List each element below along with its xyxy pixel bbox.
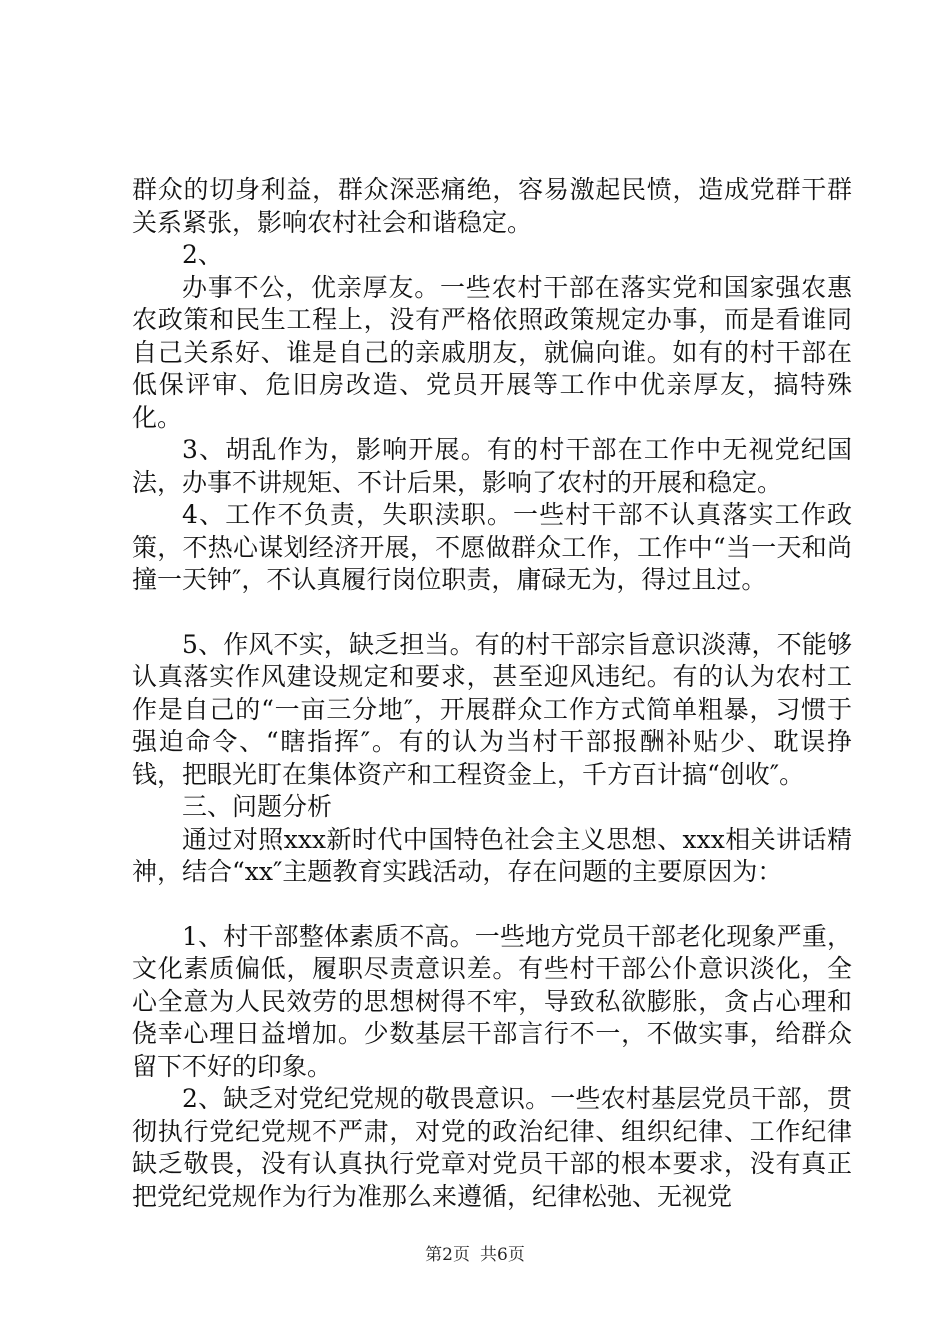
- page-total: 共6页: [480, 1245, 525, 1265]
- document-body: [132, 174, 852, 1213]
- paragraph-1: 2、: [182, 240, 223, 269]
- paragraph-2: 办事不公，优亲厚友。一些农村干部在落实党和国家强农惠农政策和民生工程上，没有严格依照政策规定办事，而是看谁同自己关系好、谁是自己的亲戚朋友，就偏向谁。如有的村干部在低保评审、危旧房改造、党员开展等工作中优亲厚友，搞特殊化。: [132, 272, 852, 432]
- page-footer: [0, 1240, 950, 1265]
- page-number: 第2页: [425, 1245, 470, 1265]
- paragraph-0: 群众的切身利益，群众深恶痛绝，容易激起民愤，造成党群干群关系紧张，影响农村社会和谐稳定。: [132, 175, 852, 237]
- paragraph-3: 3、胡乱作为，影响开展。有的村干部在工作中无视党纪国法，办事不讲规矩、不计后果，影响了农村的开展和稳定。: [132, 435, 852, 497]
- paragraph-4: 4、工作不负责，失职渎职。一些村干部不认真落实工作政策，不热心谋划经济开展，不愿做群众工作，工作中“当一天和尚撞一天钟″，不认真履行岗位职责，庸碌无为，得过且过。: [132, 500, 852, 594]
- paragraph-5: 5、作风不实，缺乏担当。有的村干部宗旨意识淡薄，不能够认真落实作风建设规定和要求，甚至迎风违纪。有的认为农村工作是自己的“一亩三分地″，开展群众工作方式简单粗暴，习惯于强迫命令、“瞎指挥″。有的认为当村干部报酬补贴少、耽误挣钱，把眼光盯在集体资产和工程资金上，千方百计搞“创收″。: [132, 629, 852, 789]
- section-heading: 三、问题分析: [182, 792, 333, 821]
- paragraph-7: 通过对照xxx新时代中国特色社会主义思想、xxx相关讲话精神，结合“xx″主题教育实践活动，存在问题的主要原因为：: [132, 824, 852, 886]
- paragraph-9: 2、缺乏对党纪党规的敬畏意识。一些农村基层党员干部，贯彻执行党纪党规不严肃，对党的政治纪律、组织纪律、工作纪律缺乏敬畏，没有认真执行党章对党员干部的根本要求，没有真正把党纪党规作为行为准那么来遵循，纪律松弛、无视党: [132, 1084, 852, 1211]
- paragraph-8: 1、村干部整体素质不高。一些地方党员干部老化现象严重，文化素质偏低，履职尽责意识差。有些村干部公仆意识淡化，全心全意为人民效劳的思想树得不牢，导致私欲膨胀，贪占心理和侥幸心理日益增加。少数基层干部言行不一，不做实事，给群众留下不好的印象。: [132, 921, 852, 1081]
